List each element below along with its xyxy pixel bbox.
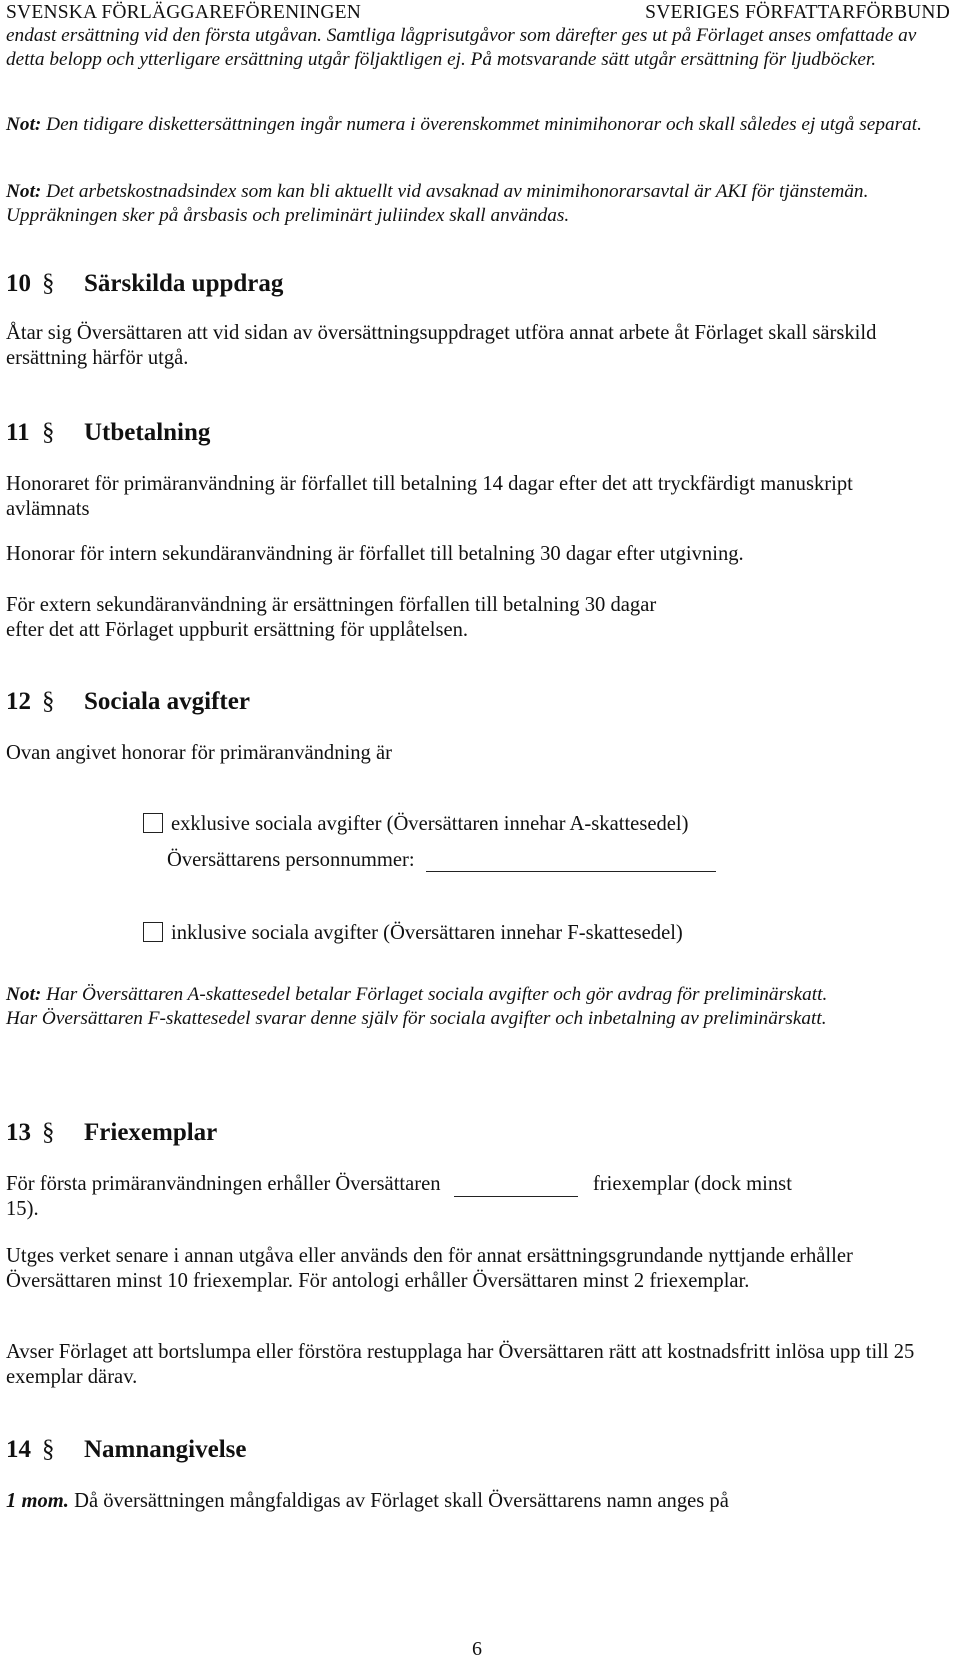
friexemplar-count-field[interactable] [454, 1176, 578, 1197]
section-title: Utbetalning [84, 419, 211, 446]
page-number: 6 [472, 1638, 482, 1660]
option-label: exklusive sociala avgifter (Översättaren innehar A-skattesedel) [171, 813, 689, 835]
section-number: 11 [6, 419, 30, 446]
section-13-paragraph-2 [6, 1244, 941, 1294]
section-number: 14 [6, 1436, 31, 1463]
section-12-intro [6, 741, 941, 766]
top-note [6, 24, 941, 71]
note-text: Har Översättaren A-skattesedel betalar Förlaget sociala avgifter och gör avdrag för preliminärskatt. [41, 984, 828, 1005]
section-symbol: § [42, 688, 55, 715]
section-14-paragraph-1 [6, 1489, 941, 1514]
paragraph-text: Utges verket senare i annan utgåva eller används den för annat ersättningsgrundande nyttjande erhåller Översättaren minst 10 friexemplar. För antologi erhåller Översättaren minst 2 friexemplar. [6, 1245, 853, 1292]
mom-label: 1 mom. [6, 1490, 69, 1512]
section-number: 12 [6, 688, 31, 715]
section-number: 10 [6, 270, 31, 297]
paragraph-text: 15). [6, 1198, 39, 1220]
section-12-note [6, 983, 941, 1030]
option-inclusive [143, 922, 683, 945]
paragraph-text: Honorar för intern sekundäranvändning är förfallet till betalning 30 dagar efter utgivning. [6, 543, 744, 565]
section-heading-11 [6, 419, 210, 447]
paragraph-text: friexemplar (dock minst [592, 1173, 792, 1195]
section-title: Särskilda uppdrag [84, 270, 284, 297]
top-note-text: endast ersättning vid den första utgåvan. Samtliga lågprisutgåvor som därefter ges ut på Förlaget anses omfattade av detta belopp och ytterligare ersättning utgår följaktligen ej. På motsvarande sätt utgår ersättning för ljudböcker. [6, 25, 917, 70]
section-11-paragraph-3 [6, 593, 941, 643]
inclusive-checkbox[interactable] [143, 922, 163, 942]
section-title: Namnangivelse [84, 1436, 247, 1463]
section-number: 13 [6, 1119, 31, 1146]
note-label: Not: [6, 984, 42, 1005]
paragraph-text: För första primäranvändningen erhåller Översättaren [6, 1173, 441, 1195]
exclusive-checkbox[interactable] [143, 813, 163, 833]
paragraph-text: Ovan angivet honorar för primäranvändning är [6, 742, 392, 764]
header-left: SVENSKA FÖRLÄGGAREFÖRENINGEN [6, 2, 362, 23]
section-heading-10 [6, 270, 283, 298]
note-label: Not: [6, 114, 42, 135]
section-heading-12 [6, 688, 250, 716]
header-right: SVERIGES FÖRFATTARFÖRBUND [645, 2, 950, 23]
paragraph-line: efter det att Förlaget uppburit ersättning för upplåtelsen. [6, 619, 469, 641]
paragraph-line: För extern sekundäranvändning är ersättningen förfallen till betalning 30 dagar [6, 594, 657, 616]
section-11-paragraph-1 [6, 472, 941, 522]
paragraph-text: Då översättningen mångfaldigas av Förlaget skall Översättarens namn anges på [68, 1490, 729, 1512]
option-exclusive [143, 813, 689, 836]
section-heading-14 [6, 1436, 247, 1464]
personnummer-row [167, 849, 716, 872]
page-header [6, 2, 950, 24]
paragraph-text: Honoraret för primäranvändning är förfallet till betalning 14 dagar efter det att tryckfärdigt manuskript avlämnats [6, 473, 853, 520]
section-title: Sociala avgifter [84, 688, 250, 715]
personnummer-label: Översättarens personnummer: [167, 849, 415, 871]
section-title: Friexemplar [84, 1119, 218, 1146]
paragraph-text: Avser Förlaget att bortslumpa eller förstöra restupplaga har Översättaren rätt att kostnadsfritt inlösa upp till 25 exemplar därav. [6, 1341, 915, 1388]
option-label: inklusive sociala avgifter (Översättaren innehar F-skattesedel) [171, 922, 683, 944]
paragraph-text: Åtar sig Översättaren att vid sidan av översättningsuppdraget utföra annat arbete åt Förlaget skall särskild ersättning härför utgå. [6, 322, 877, 369]
section-symbol: § [42, 1436, 55, 1463]
section-13-paragraph-3 [6, 1340, 941, 1390]
section-symbol: § [42, 419, 55, 446]
section-symbol: § [42, 270, 55, 297]
personnummer-field[interactable] [426, 851, 716, 872]
note-aki [6, 180, 941, 227]
section-10-paragraph [6, 321, 941, 371]
note-label: Not: [6, 181, 42, 202]
section-13-paragraph-1 [6, 1172, 941, 1222]
note-text: Det arbetskostnadsindex som kan bli aktuellt vid avsaknad av minimihonorarsavtal är AKI för tjänstemän. Uppräkningen sker på årsbasis och preliminärt juliindex skall användas. [6, 181, 869, 226]
section-heading-13 [6, 1119, 217, 1147]
note-diskett [6, 113, 941, 137]
section-symbol: § [42, 1119, 55, 1146]
section-11-paragraph-2 [6, 542, 941, 567]
note-text: Har Översättaren F-skattesedel svarar denne själv för sociala avgifter och inbetalning av preliminärskatt. [6, 1007, 827, 1029]
note-text: Den tidigare diskettersättningen ingår numera i överenskommet minimihonorar och skall således ej utgå separat. [41, 114, 922, 135]
